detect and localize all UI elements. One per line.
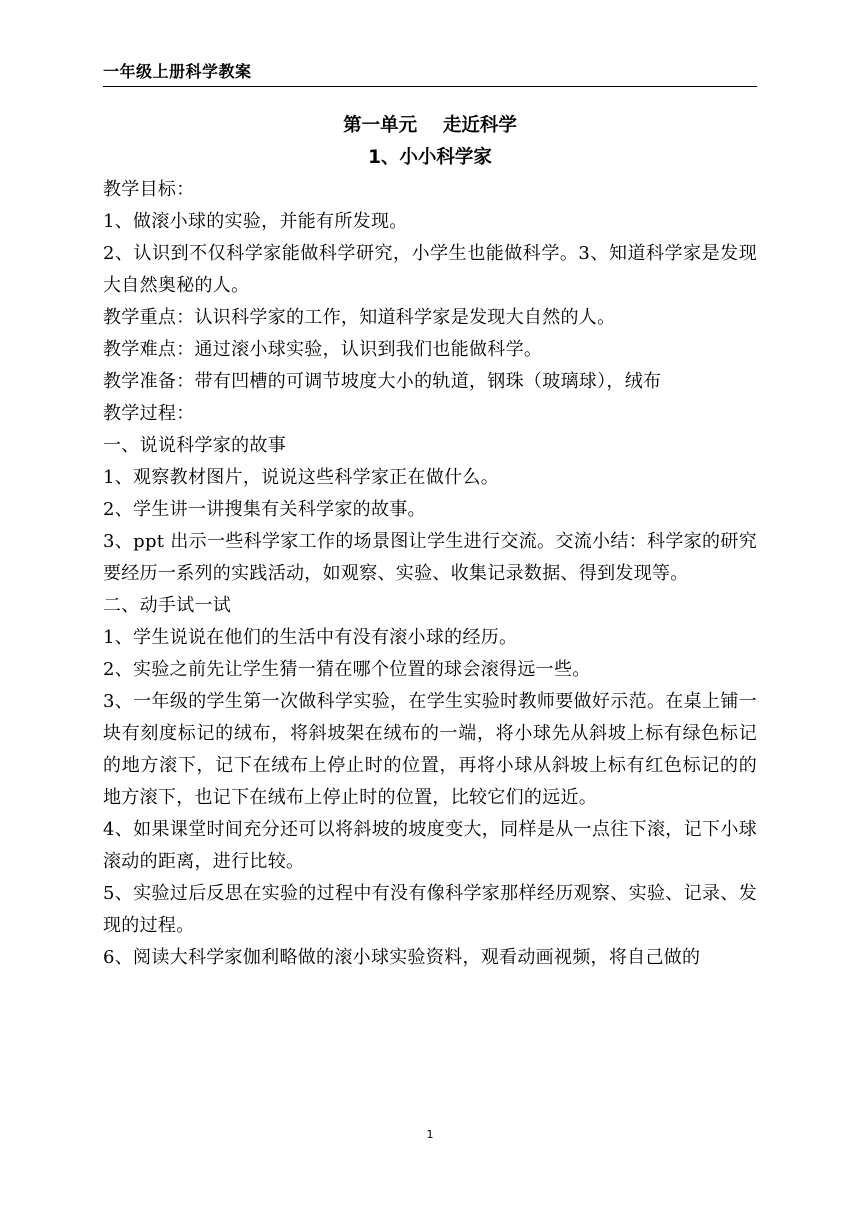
header-title: 一年级上册科学教案 [103,62,252,81]
paragraph: 3、一年级的学生第一次做科学实验，在学生实验时教师要做好示范。在桌上铺一块有刻度标记的绒布，将斜坡架在绒布的一端，将小球先从斜坡上标有绿色标记的地方滚下，记下在绒布上停止时的位置，再将小球从斜坡上标有红色标记的的地方滚下，也记下在绒布上停止时的位置，比较它们的远近。 [103,691,757,808]
paragraph: 1、观察教材图片，说说这些科学家正在做什么。 [103,467,500,488]
lesson-title: 1、小小科学家 [368,147,492,168]
unit-title: 第一单元 走近科学 [343,115,517,136]
paragraph: 2、认识到不仅科学家能做科学研究，小学生也能做科学。3、知道科学家是发现大自然奥秘的人。 [103,243,757,296]
paragraph: 3、ppt 出示一些科学家工作的场景图让学生进行交流。交流小结：科学家的研究要经历一系列的实践活动，如观察、实验、收集记录数据、得到发现等。 [103,531,757,584]
section-heading: 一、说说科学家的故事 [103,435,286,456]
paragraph: 5、实验过后反思在实验的过程中有没有像科学家那样经历观察、实验、记录、发现的过程。 [103,883,757,936]
paragraph-preparation: 教学准备：带有凹槽的可调节坡度大小的轨道，钢珠（玻璃球），绒布 [103,371,662,392]
page-number: 1 [426,1128,434,1141]
document-body [103,110,757,974]
section-label-objectives: 教学目标： [103,179,195,200]
paragraph-key-points: 教学重点：认识科学家的工作，知道科学家是发现大自然的人。 [103,307,616,328]
paragraph: 2、实验之前先让学生猜一猜在哪个位置的球会滚得远一些。 [103,659,591,680]
paragraph: 4、如果课堂时间充分还可以将斜坡的坡度变大，同样是从一点往下滚，记下小球滚动的距离，进行比较。 [103,819,757,872]
paragraph: 2、学生讲一讲搜集有关科学家的故事。 [103,499,426,520]
page-header [103,62,757,87]
paragraph: 1、学生说说在他们的生活中有没有滚小球的经历。 [103,627,518,648]
section-label-process: 教学过程： [103,403,195,424]
paragraph-difficulties: 教学难点：通过滚小球实验，认识到我们也能做科学。 [103,339,543,360]
section-heading: 二、动手试一试 [103,595,232,616]
paragraph: 6、阅读大科学家伽利略做的滚小球实验资料，观看动画视频，将自己做的 [103,947,701,968]
paragraph: 1、做滚小球的实验，并能有所发现。 [103,211,408,232]
